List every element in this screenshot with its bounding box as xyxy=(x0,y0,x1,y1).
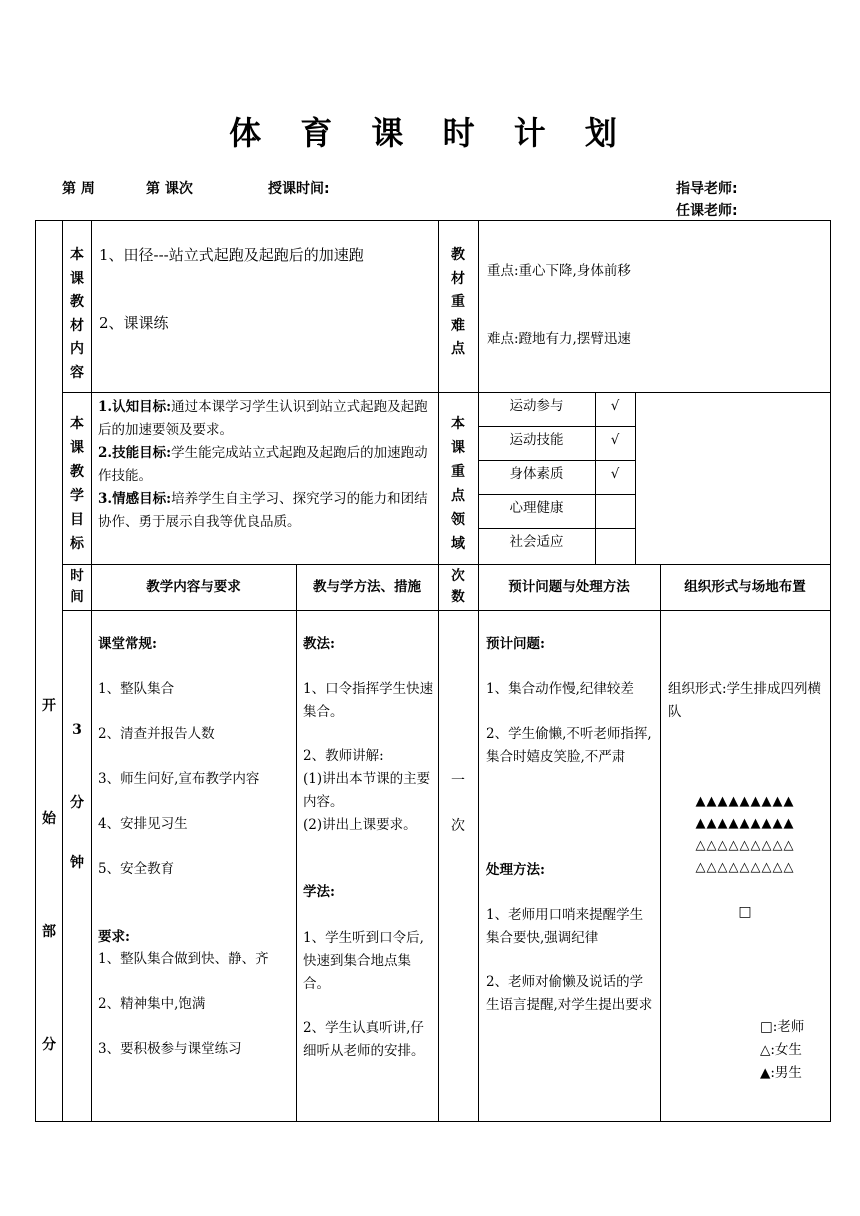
learn-title: 学法: xyxy=(303,884,335,900)
organization-text: 组织形式:学生排成四列横队 xyxy=(668,681,822,720)
routine-item: 2、清查并报告人数 xyxy=(98,726,215,742)
goal-item: 2.技能目标:学生能完成站立式起跑及起跑后的加速跑动作技能。 xyxy=(98,445,428,484)
routine-title: 课堂常规: xyxy=(98,636,157,652)
routine-item: 5、安全教育 xyxy=(98,861,175,877)
domain-check: √ xyxy=(610,432,620,448)
problems-title: 预计问题: xyxy=(486,636,545,652)
col-problems-header: 预计问题与处理方法 xyxy=(508,579,630,595)
time-unit: 分 xyxy=(70,795,84,811)
content-label: 本 课 教 材 内 容 xyxy=(70,247,84,381)
formation-row: △△△△△△△△△ xyxy=(695,838,795,853)
formation-row: ▲▲▲▲▲▲▲▲▲ xyxy=(695,816,795,831)
legend-girl: △:女生 xyxy=(760,1042,802,1058)
routine-item: 4、安排见习生 xyxy=(98,816,188,832)
formation-row: ▲▲▲▲▲▲▲▲▲ xyxy=(695,794,795,809)
time-value: 3 xyxy=(72,722,82,738)
teach-item: 2、教师讲解: xyxy=(303,748,384,764)
formation-diagram xyxy=(660,791,830,879)
key-point: 重点:重心下降,身体前移 xyxy=(487,263,631,279)
learn-item: 2、学生认真听讲,仔细听从老师的安排。 xyxy=(303,1020,425,1059)
page-title: 体 育 课 时 计 划 xyxy=(229,114,631,152)
routine-item: 1、整队集合 xyxy=(98,681,175,697)
learn-item: 1、学生听到口令后,快速到集合地点集合。 xyxy=(303,930,424,992)
section-label-char: 开 xyxy=(42,698,56,714)
domain-name: 运动技能 xyxy=(509,432,564,448)
difficulty-label: 教 材 重 难 点 xyxy=(451,247,465,357)
content-item: 2、课课练 xyxy=(99,314,169,332)
goals-label: 本 课 教 学 目 标 xyxy=(70,416,84,552)
problem-item: 2、学生偷懒,不听老师指挥,集合时嬉皮笑脸,不严肃 xyxy=(486,726,652,765)
teach-item: (2)讲出上课要求。 xyxy=(303,817,417,833)
solution-item: 1、老师用口哨来提醒学生集合要快,强调纪律 xyxy=(486,907,644,946)
teach-item: 1、口令指挥学生快速集合。 xyxy=(303,681,434,720)
requirement-item: 2、精神集中,饱满 xyxy=(98,996,206,1012)
goal-item: 1.认知目标:通过本课学习学生认识到站立式起跑及起跑后的加速要领及要求。 xyxy=(98,399,428,438)
goal-item: 3.情感目标:培养学生自主学习、探究学习的能力和团结协作、勇于展示自我等优良品质。 xyxy=(98,491,428,530)
problem-item: 1、集合动作慢,纪律较差 xyxy=(486,681,634,697)
col-time-header: 时 间 xyxy=(70,568,84,605)
advisor-label: 指导老师: xyxy=(676,181,738,197)
teacher-symbol: □ xyxy=(738,904,752,920)
col-organization-header: 组织形式与场地布置 xyxy=(684,579,806,595)
time-unit: 钟 xyxy=(70,855,84,871)
section-label-char: 始 xyxy=(42,811,56,827)
solution-item: 2、老师对偷懒及说话的学生语言提醒,对学生提出要求 xyxy=(486,974,653,1013)
domain-name: 心理健康 xyxy=(509,500,564,516)
domain-name: 社会适应 xyxy=(509,534,564,550)
requirement-item: 1、整队集合做到快、静、齐 xyxy=(98,951,269,967)
section-label-char: 部 xyxy=(42,924,56,940)
domain-name: 身体素质 xyxy=(509,466,564,482)
teacher-label: 任课老师: xyxy=(676,203,738,219)
requirements-title: 要求: xyxy=(98,929,130,945)
count-value: 一 xyxy=(451,773,465,789)
teach-item: (1)讲出本节课的主要内容。 xyxy=(303,771,431,810)
content-item: 1、田径---站立式起跑及起跑后的加速跑 xyxy=(99,246,364,264)
solutions-title: 处理方法: xyxy=(486,862,545,878)
count-value: 次 xyxy=(451,818,465,834)
legend-boy: ▲:男生 xyxy=(760,1065,802,1081)
difficult-point: 难点:蹬地有力,摆臂迅速 xyxy=(487,331,631,347)
lesson-label: 第 课次 xyxy=(146,181,193,197)
legend-teacher: □:老师 xyxy=(760,1019,805,1035)
routine-item: 3、师生问好,宣布教学内容 xyxy=(98,771,260,787)
domains-label: 本 课 重 点 领 域 xyxy=(451,416,465,552)
teach-title: 教法: xyxy=(303,636,335,652)
formation-row: △△△△△△△△△ xyxy=(695,860,795,875)
week-label: 第 周 xyxy=(62,181,95,197)
domain-check: √ xyxy=(610,398,620,414)
col-content-header: 教学内容与要求 xyxy=(146,579,241,595)
col-methods-header: 教与学方法、措施 xyxy=(313,579,421,595)
requirement-item: 3、要积极参与课堂练习 xyxy=(98,1041,242,1057)
section-label-char: 分 xyxy=(42,1037,56,1053)
domain-name: 运动参与 xyxy=(509,398,564,414)
col-count-header: 次 数 xyxy=(451,568,465,605)
domain-check: √ xyxy=(610,466,620,482)
time-label: 授课时间: xyxy=(268,181,330,197)
